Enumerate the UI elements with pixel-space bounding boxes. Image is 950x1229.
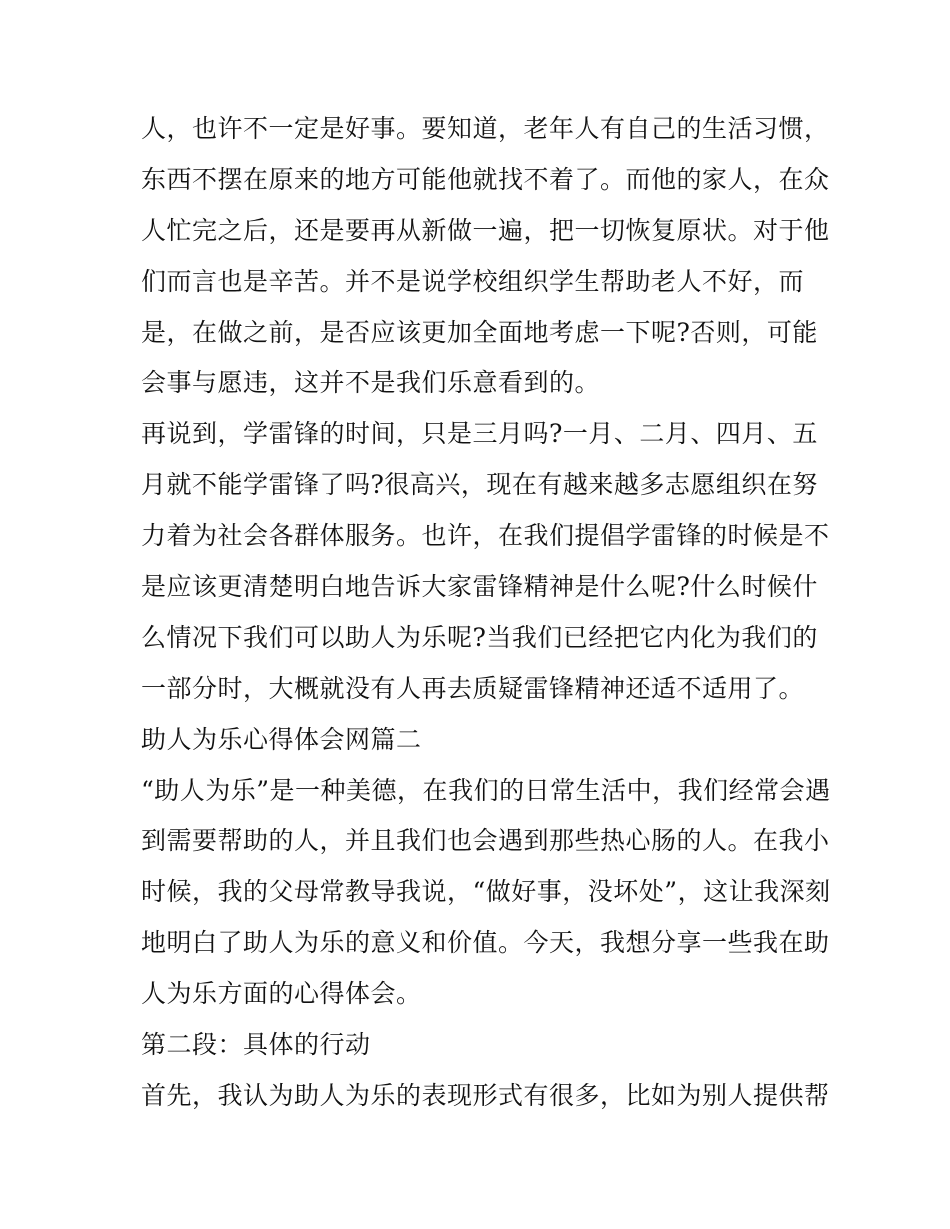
text-line: 再说到，学雷锋的时间，只是三月吗?一月、二月、四月、五 — [141, 419, 818, 449]
text-line: “助人为乐”是一种美德，在我们的日常生活中，我们经常会遇 — [141, 775, 831, 805]
text-line: 到需要帮助的人，并且我们也会遇到那些热心肠的人。在我小 — [141, 826, 830, 856]
text-line: 是，在做之前，是否应该更加全面地考虑一下呢?否则，可能 — [141, 317, 818, 347]
text-line: 东西不摆在原来的地方可能他就找不着了。而他的家人，在众 — [141, 164, 830, 194]
text-line: 地明白了助人为乐的意义和价值。今天，我想分享一些我在助 — [141, 928, 830, 958]
text-line: 人为乐方面的心得体会。 — [141, 979, 422, 1009]
text-line: 们而言也是辛苦。并不是说学校组织学生帮助老人不好，而 — [141, 266, 805, 296]
text-line: 一部分时，大概就没有人再去质疑雷锋精神还适不适用了。 — [141, 673, 805, 703]
text-line: 月就不能学雷锋了吗?很高兴，现在有越来越多志愿组织在努 — [141, 470, 818, 500]
subsection-heading: 第二段：具体的行动 — [141, 1030, 371, 1060]
document-body — [141, 104, 831, 1122]
text-line: 是应该更清楚明白地告诉大家雷锋精神是什么呢?什么时候什 — [141, 572, 818, 602]
text-line: 人，也许不一定是好事。要知道，老年人有自己的生活习惯， — [141, 114, 830, 143]
text-line: 时候，我的父母常教导我说，“做好事，没坏处”，这让我深刻 — [141, 877, 831, 907]
text-line: 会事与愿违，这并不是我们乐意看到的。 — [141, 368, 601, 398]
text-line: 力着为社会各群体服务。也许，在我们提倡学雷锋的时候是不 — [141, 521, 830, 551]
text-line: 首先，我认为助人为乐的表现形式有很多，比如为别人提供帮 — [141, 1080, 830, 1110]
text-line: 么情况下我们可以助人为乐呢?当我们已经把它内化为我们的 — [141, 622, 818, 652]
section-heading: 助人为乐心得体会网篇二 — [141, 724, 422, 754]
text-line: 人忙完之后，还是要再从新做一遍，把一切恢复原状。对于他 — [141, 215, 830, 245]
